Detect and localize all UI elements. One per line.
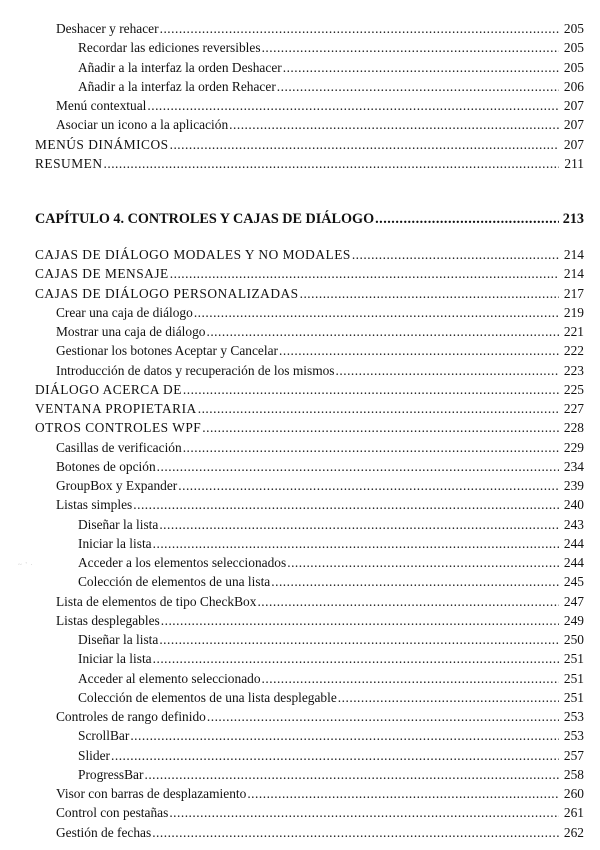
toc-entry [78,748,584,764]
dot-leader [111,748,559,764]
toc-entry [56,324,584,340]
toc-entry-title: Añadir a la interfaz la orden Rehacer [78,78,276,94]
dot-leader [271,574,559,590]
toc-entry-title: Deshacer y rehacer [56,21,159,36]
toc-entry-page: 243 [563,516,584,532]
toc-entry [56,805,584,821]
toc-entry-title: Diseñar la lista [78,516,159,532]
toc-entry-title: Lista de elementos de tipo CheckBox [56,593,257,609]
dot-leader [262,40,559,56]
toc-entry-title: RESUMEN [35,155,103,171]
dot-leader [169,805,559,821]
toc-entry [56,363,584,379]
toc-entry [78,555,584,571]
toc-entry-title: Menú contextual [56,98,147,113]
dot-leader [104,156,560,172]
dot-leader [147,98,559,114]
toc-entry-page: 206 [563,78,584,94]
toc-entry-page: 225 [563,381,584,397]
toc-entry-page: 253 [563,728,584,744]
dot-leader [133,497,559,513]
toc-entry-title: DIÁLOGO ACERCA DE [35,381,182,397]
toc-entry [78,536,584,552]
toc-entry-page: 223 [563,362,584,378]
toc-entry-title: Slider [78,747,110,763]
toc-entry-title: Controles de rango definido [56,709,206,724]
toc-entry [78,767,584,783]
dot-leader [247,786,559,802]
toc-entry-page: 239 [563,478,584,493]
toc-entry-page: 213 [562,211,584,227]
toc-entry-page: 214 [563,247,584,262]
toc-entry-title: Control con pestañas [56,805,169,821]
dot-leader [170,137,559,153]
toc-entry [56,497,584,513]
dot-leader [159,517,559,533]
toc-entry-title: MENÚS DINÁMICOS [35,136,169,152]
toc-entry [35,247,584,263]
toc-entry-title: Mostrar una caja de diálogo [56,324,206,339]
toc-entry-title: Casillas de verificación [56,439,182,455]
toc-entry [35,137,584,153]
toc-entry [56,459,584,475]
dot-leader [194,305,559,321]
toc-entry-page: 234 [563,458,584,474]
toc-entry-title: OTROS CONTROLES WPF [35,420,202,436]
toc-entry-title: Añadir a la interfaz la orden Deshacer [78,59,282,75]
toc-entry-page: 258 [563,766,584,782]
toc-entry-page: 240 [563,497,584,513]
toc-entry [56,343,584,359]
dot-leader [229,117,559,133]
toc-entry-page: 227 [563,401,584,416]
toc-entry [35,401,584,417]
toc-entry [56,440,584,456]
toc-entry [56,825,584,841]
dot-leader [207,709,559,725]
dot-leader [183,382,559,398]
toc-entry-page: 245 [563,574,584,590]
toc-entry-title: Gestión de fechas [56,824,152,840]
toc-entry-title: Acceder al elemento seleccionado [78,670,261,686]
dot-leader [279,343,559,359]
toc-entry-title: VENTANA PROPIETARIA [35,401,197,416]
toc-entry-page: 253 [563,709,584,724]
toc-entry [56,478,584,494]
dot-leader [152,825,559,841]
toc-entry-page: 222 [563,343,584,359]
toc-entry-title: Listas desplegables [56,612,160,628]
dot-leader [375,211,559,227]
toc-entry-title: Diseñar la lista [78,632,159,647]
toc-entry [35,286,584,302]
toc-entry [78,651,584,667]
toc-entry-page: 244 [563,535,584,551]
toc-entry-title: Gestionar los botones Aceptar y Cancelar [56,343,278,359]
toc-entry [78,79,584,95]
toc-entry-page: 228 [563,420,584,436]
toc-entry [78,517,584,533]
dot-leader [130,728,559,744]
dot-leader [198,401,559,417]
toc-entry-page: 251 [563,670,584,686]
toc-entry-page: 205 [563,59,584,75]
dot-leader [153,536,559,552]
toc-entry-page: 205 [563,40,584,56]
dot-leader [183,440,559,456]
toc-entry-title: Acceder a los elementos seleccionados [78,555,287,570]
toc-entry-title: ScrollBar [78,728,130,744]
toc-entry-title: Iniciar la lista [78,535,152,551]
toc-entry-page: 251 [563,651,584,667]
toc-entry-title: CAJAS DE DIÁLOGO PERSONALIZADAS [35,285,299,301]
toc-entry-page: 249 [563,612,584,628]
toc-entry-title: CAPÍTULO 4. CONTROLES Y CAJAS DE DIÁLOGO [35,211,375,227]
toc-entry-page: 207 [563,98,584,113]
toc-entry [78,574,584,590]
toc-entry [56,594,584,610]
toc-entry [56,709,584,725]
dot-leader [257,594,559,610]
toc-entry-page: 205 [563,21,584,36]
toc-entry-page: 244 [563,555,584,570]
toc-entry-page: 250 [563,632,584,647]
dot-leader [153,651,559,667]
dot-leader [300,286,559,302]
toc-entry [78,728,584,744]
dot-leader [262,671,559,687]
toc-entry-page: 251 [563,689,584,705]
toc-entry [35,266,584,282]
toc-entry [56,117,584,133]
toc-entry-title: GroupBox y Expander [56,478,178,493]
toc-entry [78,40,584,56]
toc-entry-title: Colección de elementos de una lista desplegable [78,689,337,705]
dot-leader [352,247,559,263]
dot-leader [206,324,559,340]
toc-entry-page: 207 [563,117,584,133]
toc-entry [35,382,584,398]
dot-leader [338,690,559,706]
toc-entry-page: 260 [563,786,584,801]
dot-leader [336,363,559,379]
dot-leader [283,60,559,76]
toc-entry-title: Asociar un icono a la aplicación [56,117,229,133]
toc-entry-title: Colección de elementos de una lista [78,574,271,590]
toc-entry-title: Introducción de datos y recuperación de los mismos [56,362,335,378]
toc-entry [56,786,584,802]
dot-leader [202,420,559,436]
toc-entry [78,671,584,687]
toc-entry-title: ProgressBar [78,766,144,782]
toc-entry-title: Crear una caja de diálogo [56,304,193,320]
toc-entry [56,305,584,321]
dot-leader [144,767,559,783]
toc-entry-page: 221 [563,324,584,339]
toc-entry [78,60,584,76]
toc-entry [56,613,584,629]
toc-entry-page: 211 [564,155,584,171]
dot-leader [157,459,559,475]
toc-entry-page: 262 [563,824,584,840]
toc-entry [35,156,584,172]
toc-entry-title: Listas simples [56,497,133,513]
toc-entry-page: 214 [563,266,584,282]
dot-leader [178,478,559,494]
dot-leader [161,613,559,629]
toc-entry-page: 247 [563,593,584,609]
toc-entry [56,21,584,37]
dot-leader [160,21,559,37]
toc-entry-title: Iniciar la lista [78,651,152,667]
toc-entry-title: CAJAS DE DIÁLOGO MODALES Y NO MODALES [35,247,351,262]
dot-leader [287,555,559,571]
chapter-heading [35,211,584,227]
toc-entry [78,632,584,648]
scan-artifact: ~ ' · [18,561,34,569]
toc-entry-title: CAJAS DE MENSAJE [35,266,169,282]
toc-entry-page: 257 [563,747,584,763]
toc-entry [35,420,584,436]
toc-entry-title: Recordar las ediciones reversibles [78,40,261,56]
toc-entry [78,690,584,706]
toc-entry-page: 261 [563,805,584,821]
dot-leader [170,266,559,282]
toc-entry [56,98,584,114]
toc-entry-title: Visor con barras de desplazamiento [56,786,247,801]
toc-entry-title: Botones de opción [56,458,156,474]
toc-entry-page: 219 [563,304,584,320]
dot-leader [277,79,559,95]
toc-entry-page: 207 [563,136,584,152]
dot-leader [159,632,559,648]
toc-entry-page: 229 [563,439,584,455]
toc-entry-page: 217 [563,285,584,301]
